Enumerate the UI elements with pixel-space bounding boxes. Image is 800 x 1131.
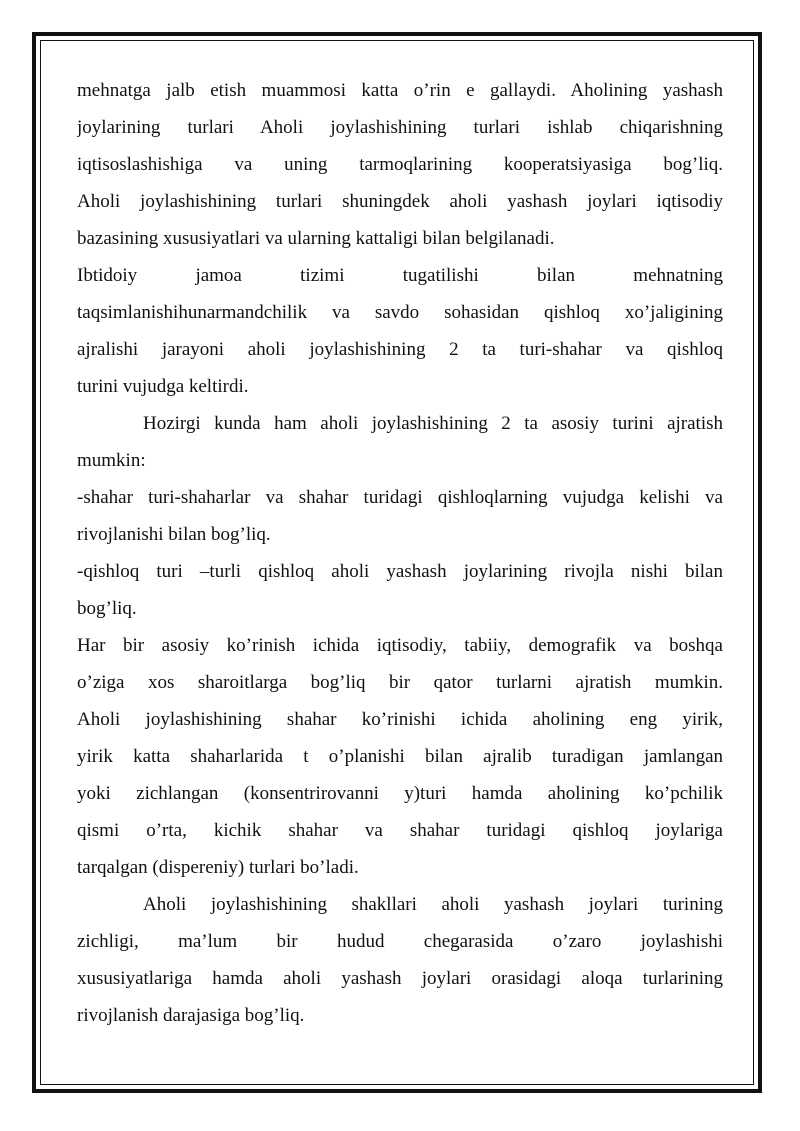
text-line: turini vujudga keltirdi.	[77, 376, 249, 397]
text-line: -qishloq turi –turli qishloq aholi yashash joylarining rivojla nishi bilan	[77, 561, 723, 582]
text-line: qismi o’rta, kichik shahar va shahar turidagi qishloq joylariga	[77, 820, 723, 841]
text-line: Aholi joylashishining shakllari aholi yashash joylari turining	[143, 894, 723, 915]
text-line: joylarining turlari Aholi joylashishining turlari ishlab chiqarishning	[77, 117, 723, 138]
text-line: iqtisoslashishiga va uning tarmoqlarining kooperatsiyasiga bog’liq.	[77, 154, 723, 175]
text-line: Aholi joylashishining turlari shuningdek aholi yashash joylari iqtisodiy	[77, 191, 723, 212]
text-line: Hozirgi kunda ham aholi joylashishining 2 ta asosiy turini ajratish	[143, 413, 723, 434]
text-line: mehnatga jalb etish muammosi katta o’rin e gallaydi. Aholining yashash	[77, 80, 723, 101]
text-line: o’ziga xos sharoitlarga bog’liq bir qator turlarni ajratish mumkin.	[77, 672, 723, 693]
text-line: Aholi joylashishining shahar ko’rinishi ichida aholining eng yirik,	[77, 709, 723, 730]
text-line: yirik katta shaharlarida t o’planishi bilan ajralib turadigan jamlangan	[77, 746, 723, 767]
text-line: mumkin:	[77, 450, 146, 471]
text-line: zichligi, ma’lum bir hudud chegarasida o’zaro joylashishi	[77, 931, 723, 952]
text-line: bog’liq.	[77, 598, 137, 619]
text-line: taqsimlanishihunarmandchilik va savdo sohasidan qishloq xo’jaligining	[77, 302, 723, 323]
text-line: yoki zichlangan (konsentrirovanni y)turi hamda aholining ko’pchilik	[77, 783, 723, 804]
text-line: Har bir asosiy ko’rinish ichida iqtisodiy, tabiiy, demografik va boshqa	[77, 635, 723, 656]
text-line: bazasining xususiyatlari va ularning kattaligi bilan belgilanadi.	[77, 228, 555, 249]
text-line: -shahar turi-shaharlar va shahar turidagi qishloqlarning vujudga kelishi va	[77, 487, 723, 508]
text-line: xususiyatlariga hamda aholi yashash joylari orasidagi aloqa turlarining	[77, 968, 723, 989]
text-line: ajralishi jarayoni aholi joylashishining 2 ta turi-shahar va qishloq	[77, 339, 723, 360]
text-line: rivojlanishi bilan bog’liq.	[77, 524, 271, 545]
text-line: rivojlanish darajasiga bog’liq.	[77, 1005, 305, 1026]
document-body	[77, 72, 723, 1034]
text-line: Ibtidoiy jamoa tizimi tugatilishi bilan mehnatning	[77, 265, 723, 286]
text-line: tarqalgan (dispereniy) turlari bo’ladi.	[77, 857, 359, 878]
